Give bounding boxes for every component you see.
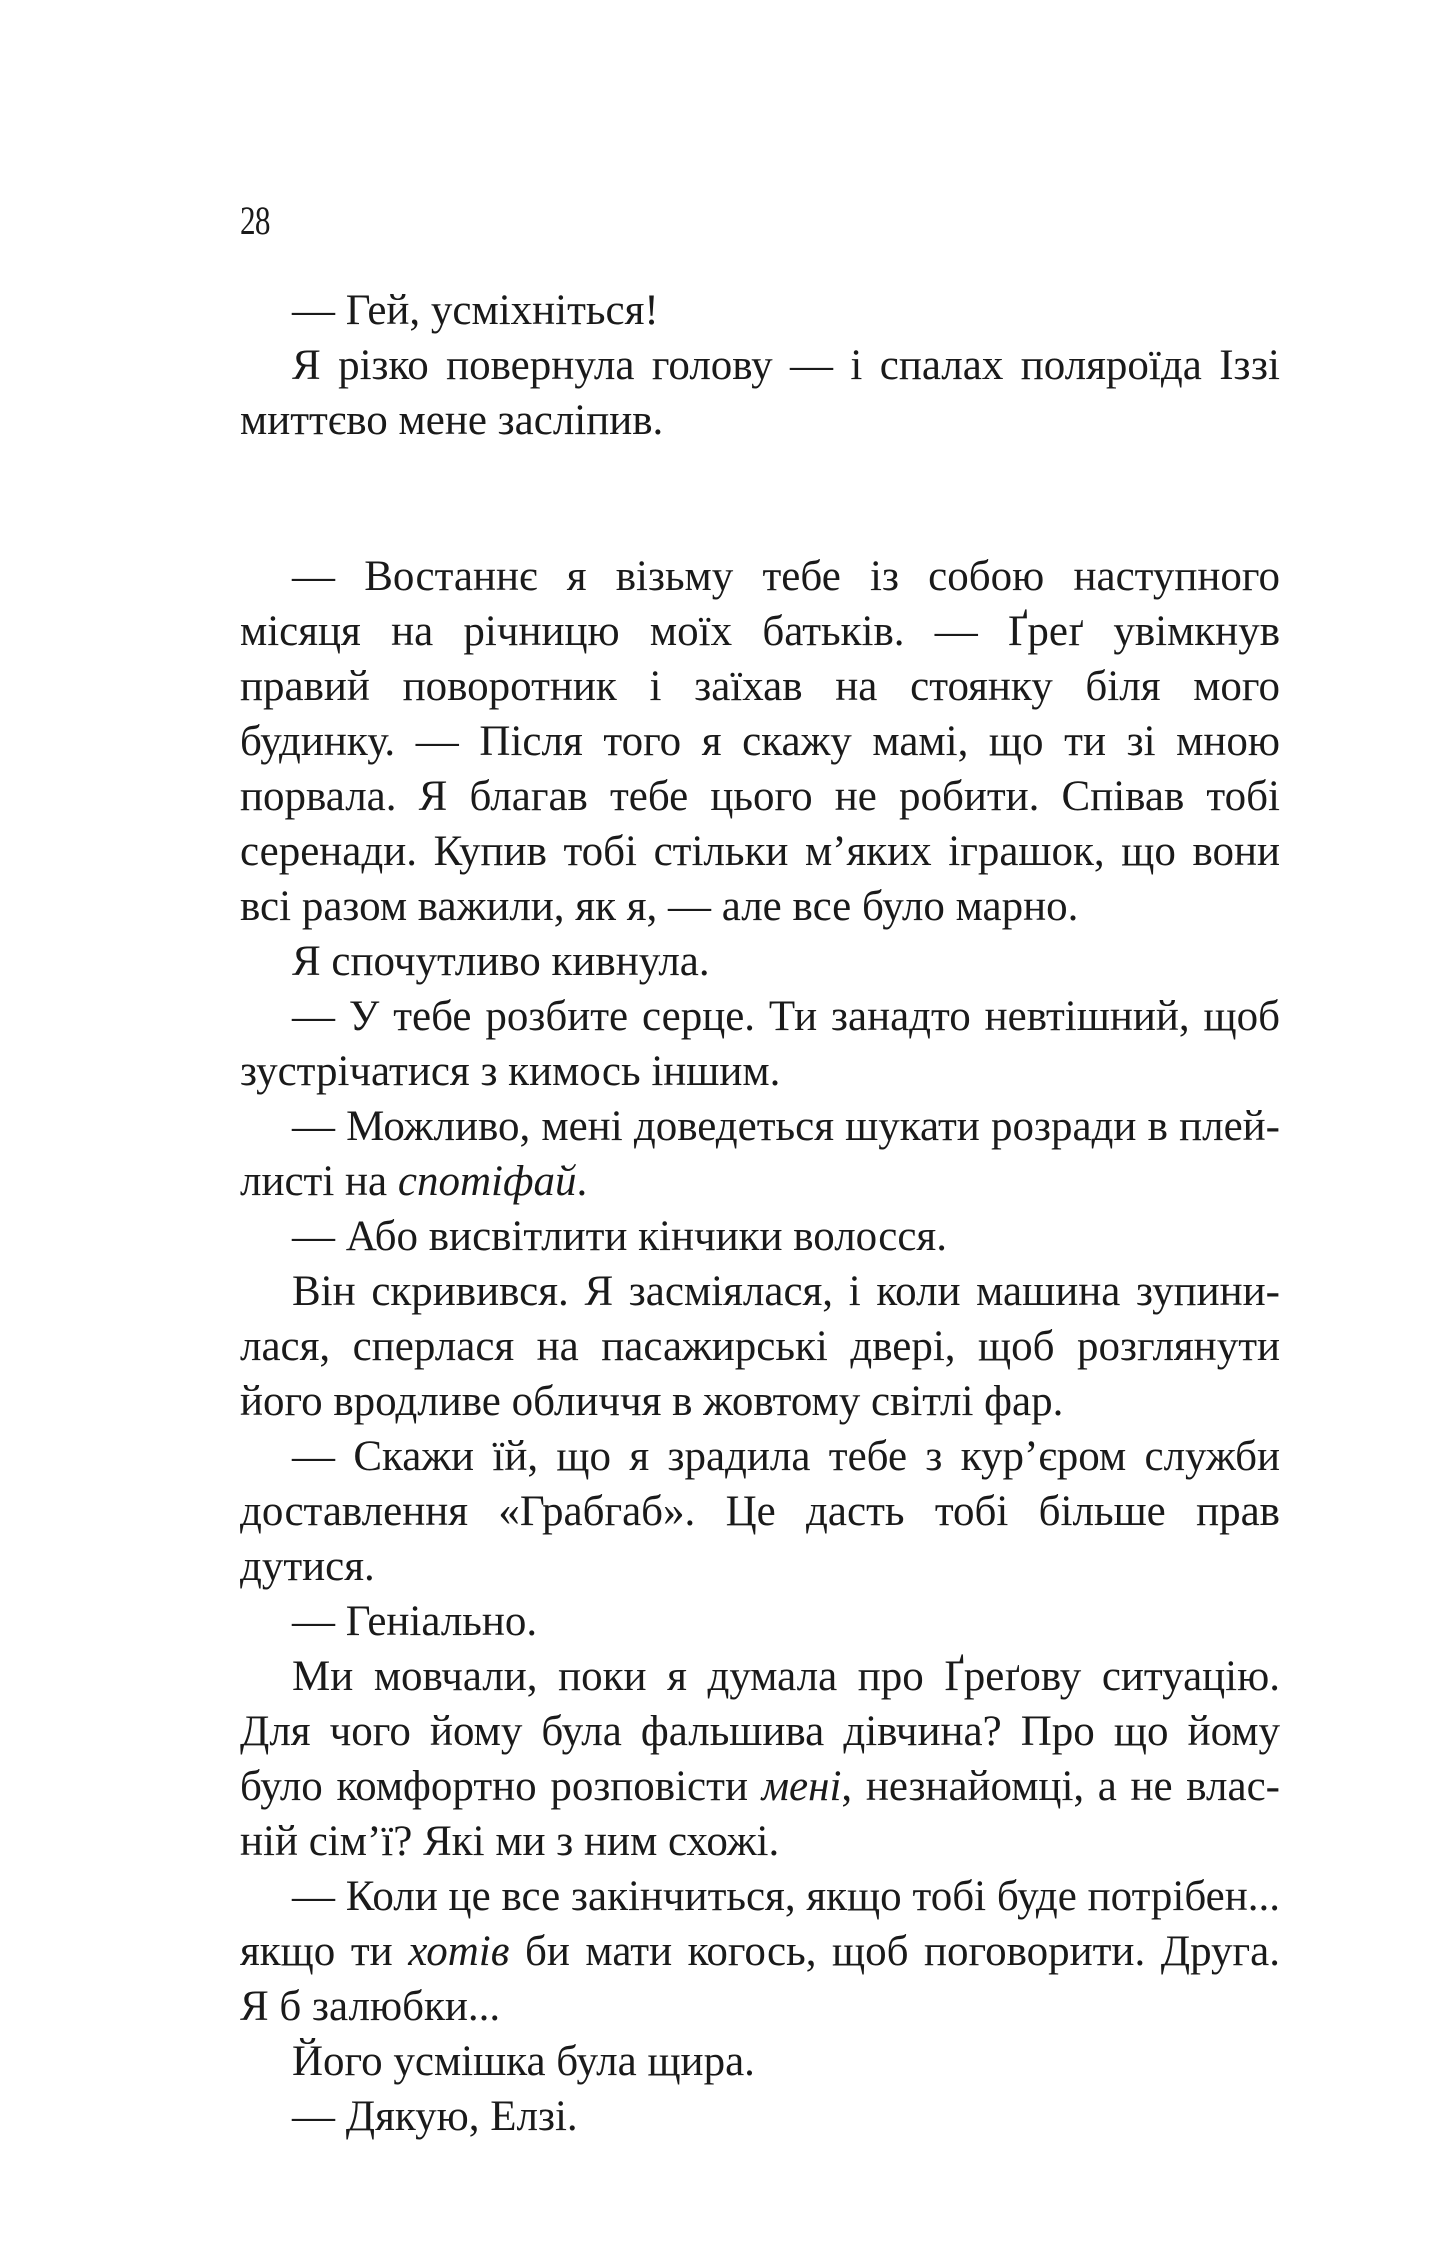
- paragraph: — У тебе розбите серце. Ти занадто невтішний, щоб зустрічатися з кимось іншим.: [240, 993, 1280, 1095]
- italic-text: спотіфай: [397, 1158, 577, 1205]
- paragraph: — Гей, усміхніться!: [292, 287, 659, 334]
- paragraph: — Геніально.: [292, 1598, 538, 1645]
- italic-text: мені: [761, 1763, 842, 1810]
- paragraph: [240, 1649, 1280, 1869]
- text-run: , незнайомці, а не власній сім’ї? Які ми з ним схожі.: [240, 1763, 1280, 1865]
- text-run: — Коли це все закінчиться, якщо тобі буде потрібен... якщо ти: [240, 1873, 1280, 1975]
- text-section-2: [240, 549, 1280, 2144]
- paragraph: Він скривився. Я засміялася, і коли машина зупинилася, сперлася на пасажирські двері, щоб розглянути його вродливе обличчя в жовтому світлі фар.: [240, 1268, 1280, 1425]
- paragraph: — Востаннє я візьму тебе із собою наступного місяця на річницю моїх батьків. — Ґреґ увімкнув правий поворотник і заїхав на стоянку біля мого будинку. — Після того я скажу мамі, що ти зі мною порвала. Я благав тебе цього не робити. Співав тобі серенади. Купив тобі стільки м’яких іграшок, що вони всі разом важили, як я, — але все було марно.: [240, 553, 1280, 930]
- text-run: Ми мовчали, поки я думала про Ґреґову ситуацію. Для чого йому була фальшива дівчина? Про що йому було комфортно розповісти: [240, 1653, 1280, 1810]
- paragraph: — Скажи їй, що я зрадила тебе з кур’єром служби доставлення «Грабгаб». Це дасть тобі більше прав дутися.: [240, 1433, 1280, 1590]
- text-section-1: [240, 283, 1280, 448]
- text-run: — Можливо, мені доведеться шукати розради в плейлисті на: [240, 1103, 1280, 1205]
- text-run: .: [576, 1158, 588, 1205]
- paragraph: Я різко повернула голову — і спалах поляроїда Іззі миттєво мене засліпив.: [240, 342, 1280, 444]
- paragraph: — Або висвітлити кінчики волосся.: [292, 1213, 947, 1260]
- paragraph: Я спочутливо кивнула.: [292, 938, 710, 985]
- paragraph: — Дякую, Елзі.: [292, 2093, 578, 2140]
- italic-text: хотів: [408, 1928, 510, 1975]
- paragraph: [240, 1869, 1280, 2034]
- text-run: би мати когось, щоб поговорити. Друга. Я б залюбки...: [240, 1928, 1280, 2030]
- paragraph: [240, 1099, 1280, 1209]
- paragraph: Його усмішка була щира.: [292, 2038, 755, 2085]
- page-number: 28: [240, 198, 270, 243]
